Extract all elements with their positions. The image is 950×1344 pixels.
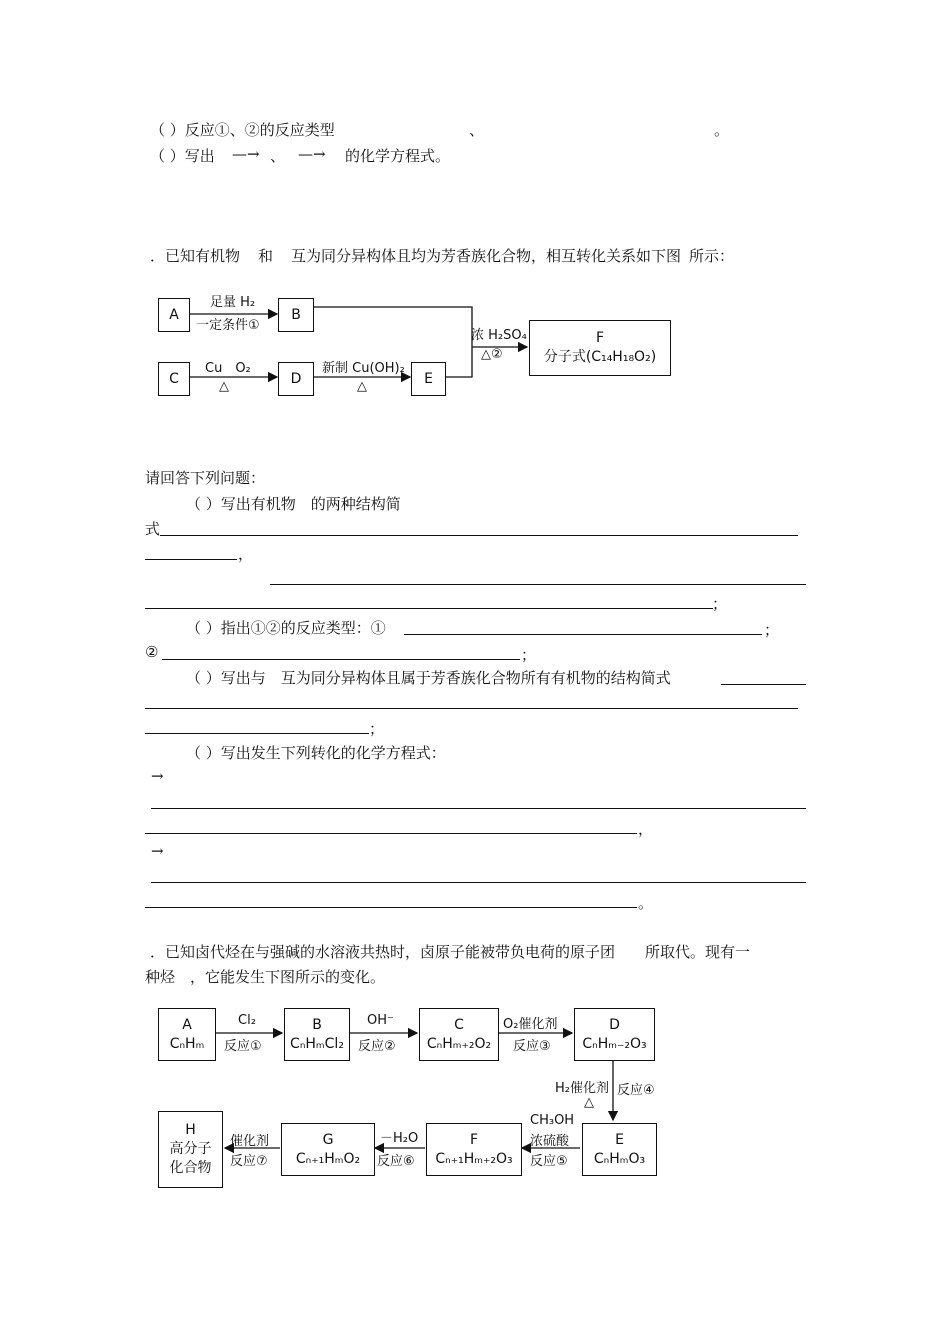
q2-sub4: （ ）写出发生下列转化的化学方程式： bbox=[186, 744, 446, 762]
d2-r2-bottom: 反应② bbox=[358, 1039, 396, 1054]
prev-q-text-a: （ ）反应①、②的反应类型 bbox=[150, 121, 335, 139]
d2-r7-bottom: 反应⑦ bbox=[230, 1154, 268, 1169]
d2-box-A: A CₙHₘ bbox=[158, 1008, 216, 1061]
prev-q2-arrow2: —→ bbox=[298, 145, 326, 163]
d2-box-F: F Cₙ₊₁Hₘ₊₂O₃ bbox=[426, 1123, 522, 1176]
q2-semicolon-3: ； bbox=[521, 646, 537, 664]
d2-box-B: B CₙHₘCl₂ bbox=[284, 1008, 350, 1061]
q2-prompt: 请回答下列问题： bbox=[145, 469, 266, 487]
d2-r2-top: OH⁻ bbox=[367, 1013, 394, 1028]
d2-r5-top2: 浓硫酸 bbox=[530, 1134, 570, 1149]
d1-box-A: A bbox=[158, 298, 190, 332]
q3-intro-line2: 种烃 ，它能发生下图所示的变化。 bbox=[145, 968, 386, 986]
q2-semicolon-4: ； bbox=[369, 720, 385, 738]
d2-box-D: D CₙHₘ₋₂O₃ bbox=[574, 1008, 655, 1061]
q2-semicolon-2: ； bbox=[764, 621, 780, 639]
d2-r4-left: H₂催化剂 bbox=[555, 1081, 609, 1096]
d2-box-E: E CₙHₘO₃ bbox=[582, 1123, 657, 1176]
d2-r6-top: －H₂O bbox=[380, 1131, 419, 1146]
d2-r4-right: 反应④ bbox=[617, 1083, 655, 1098]
q3-intro-line1: ．已知卤代烃在与强碱的水溶液共热时，卤原子能被带负电荷的原子团 所取代。现有一 bbox=[150, 943, 751, 961]
d2-box-G: G Cₙ₊₁HₘO₂ bbox=[281, 1123, 375, 1176]
d1-F-name: F bbox=[595, 330, 605, 347]
d1-box-C: C bbox=[158, 362, 190, 396]
q2-intro-d: 所示： bbox=[689, 247, 735, 265]
d2-r5-top1: CH₃OH bbox=[530, 1113, 575, 1128]
q2-sub1: （ ）写出有机物 的两种结构简 bbox=[186, 495, 401, 513]
q2-intro-b: 和 bbox=[258, 247, 274, 265]
d1-ab-top-label: 足量 H₂ bbox=[210, 295, 256, 310]
q2-sub1-cont: 式 bbox=[145, 520, 161, 538]
d1-box-D: D bbox=[278, 362, 314, 396]
q2-arrow-2: → bbox=[151, 842, 164, 860]
d2-r1-top: Cl₂ bbox=[238, 1013, 256, 1028]
d1-F-formula: 分子式(C₁₄H₁₈O₂) bbox=[543, 349, 657, 365]
prev-q2-text-b: 的化学方程式。 bbox=[345, 147, 451, 165]
prev-q-end: 。 bbox=[714, 121, 730, 139]
q2-intro-c: 互为同分异构体且均为芳香族化合物，相互转化关系如下图 bbox=[291, 247, 682, 265]
d2-r5-bottom: 反应⑤ bbox=[530, 1154, 568, 1169]
d1-f-top-label: 浓 H₂SO₄ bbox=[471, 328, 527, 343]
q2-comma-2: ， bbox=[638, 820, 654, 838]
q2-sub3: （ ）写出与 互为同分异构体且属于芳香族化合物所有有机物的结构简式 bbox=[186, 669, 671, 687]
d2-r7-top: 催化剂 bbox=[230, 1134, 270, 1149]
prev-q2-arrow1: —→ bbox=[232, 145, 260, 163]
d1-cd-bottom-label: △ bbox=[219, 379, 229, 394]
d1-box-B: B bbox=[278, 298, 314, 332]
d2-r1-bottom: 反应① bbox=[224, 1039, 262, 1054]
d1-box-E: E bbox=[411, 362, 446, 396]
q2-sub2: （ ）指出①②的反应类型：① bbox=[186, 619, 386, 637]
d1-f-bottom-label: △② bbox=[481, 347, 503, 362]
d2-r3-bottom: 反应③ bbox=[513, 1039, 551, 1054]
d2-box-H: H 高分子 化合物 bbox=[158, 1111, 223, 1188]
q2-sub2-circle2: ② bbox=[145, 643, 159, 661]
d2-box-C: C CₙHₘ₊₂O₂ bbox=[419, 1008, 499, 1061]
q2-semicolon-1: ； bbox=[712, 595, 728, 613]
d2-r3-top: O₂催化剂 bbox=[503, 1017, 558, 1032]
q2-arrow-1: → bbox=[151, 767, 164, 785]
prev-q-sep: 、 bbox=[469, 121, 485, 139]
q2-period: 。 bbox=[638, 894, 654, 912]
q2-comma-1: ， bbox=[238, 545, 254, 563]
q2-intro-a: ．已知有机物 bbox=[150, 247, 241, 265]
d1-de-bottom-label: △ bbox=[357, 379, 367, 394]
prev-q2-sep: 、 bbox=[270, 147, 286, 165]
d1-ab-bottom-label: 一定条件① bbox=[196, 318, 260, 333]
d1-cd-top-label: Cu O₂ bbox=[205, 361, 251, 376]
d2-r6-bottom: 反应⑥ bbox=[377, 1154, 415, 1169]
d2-r4-left2: △ bbox=[584, 1095, 594, 1110]
d1-de-top-label: 新制 Cu(OH)₂ bbox=[322, 361, 405, 376]
prev-q2-text-a: （ ）写出 bbox=[150, 147, 215, 165]
